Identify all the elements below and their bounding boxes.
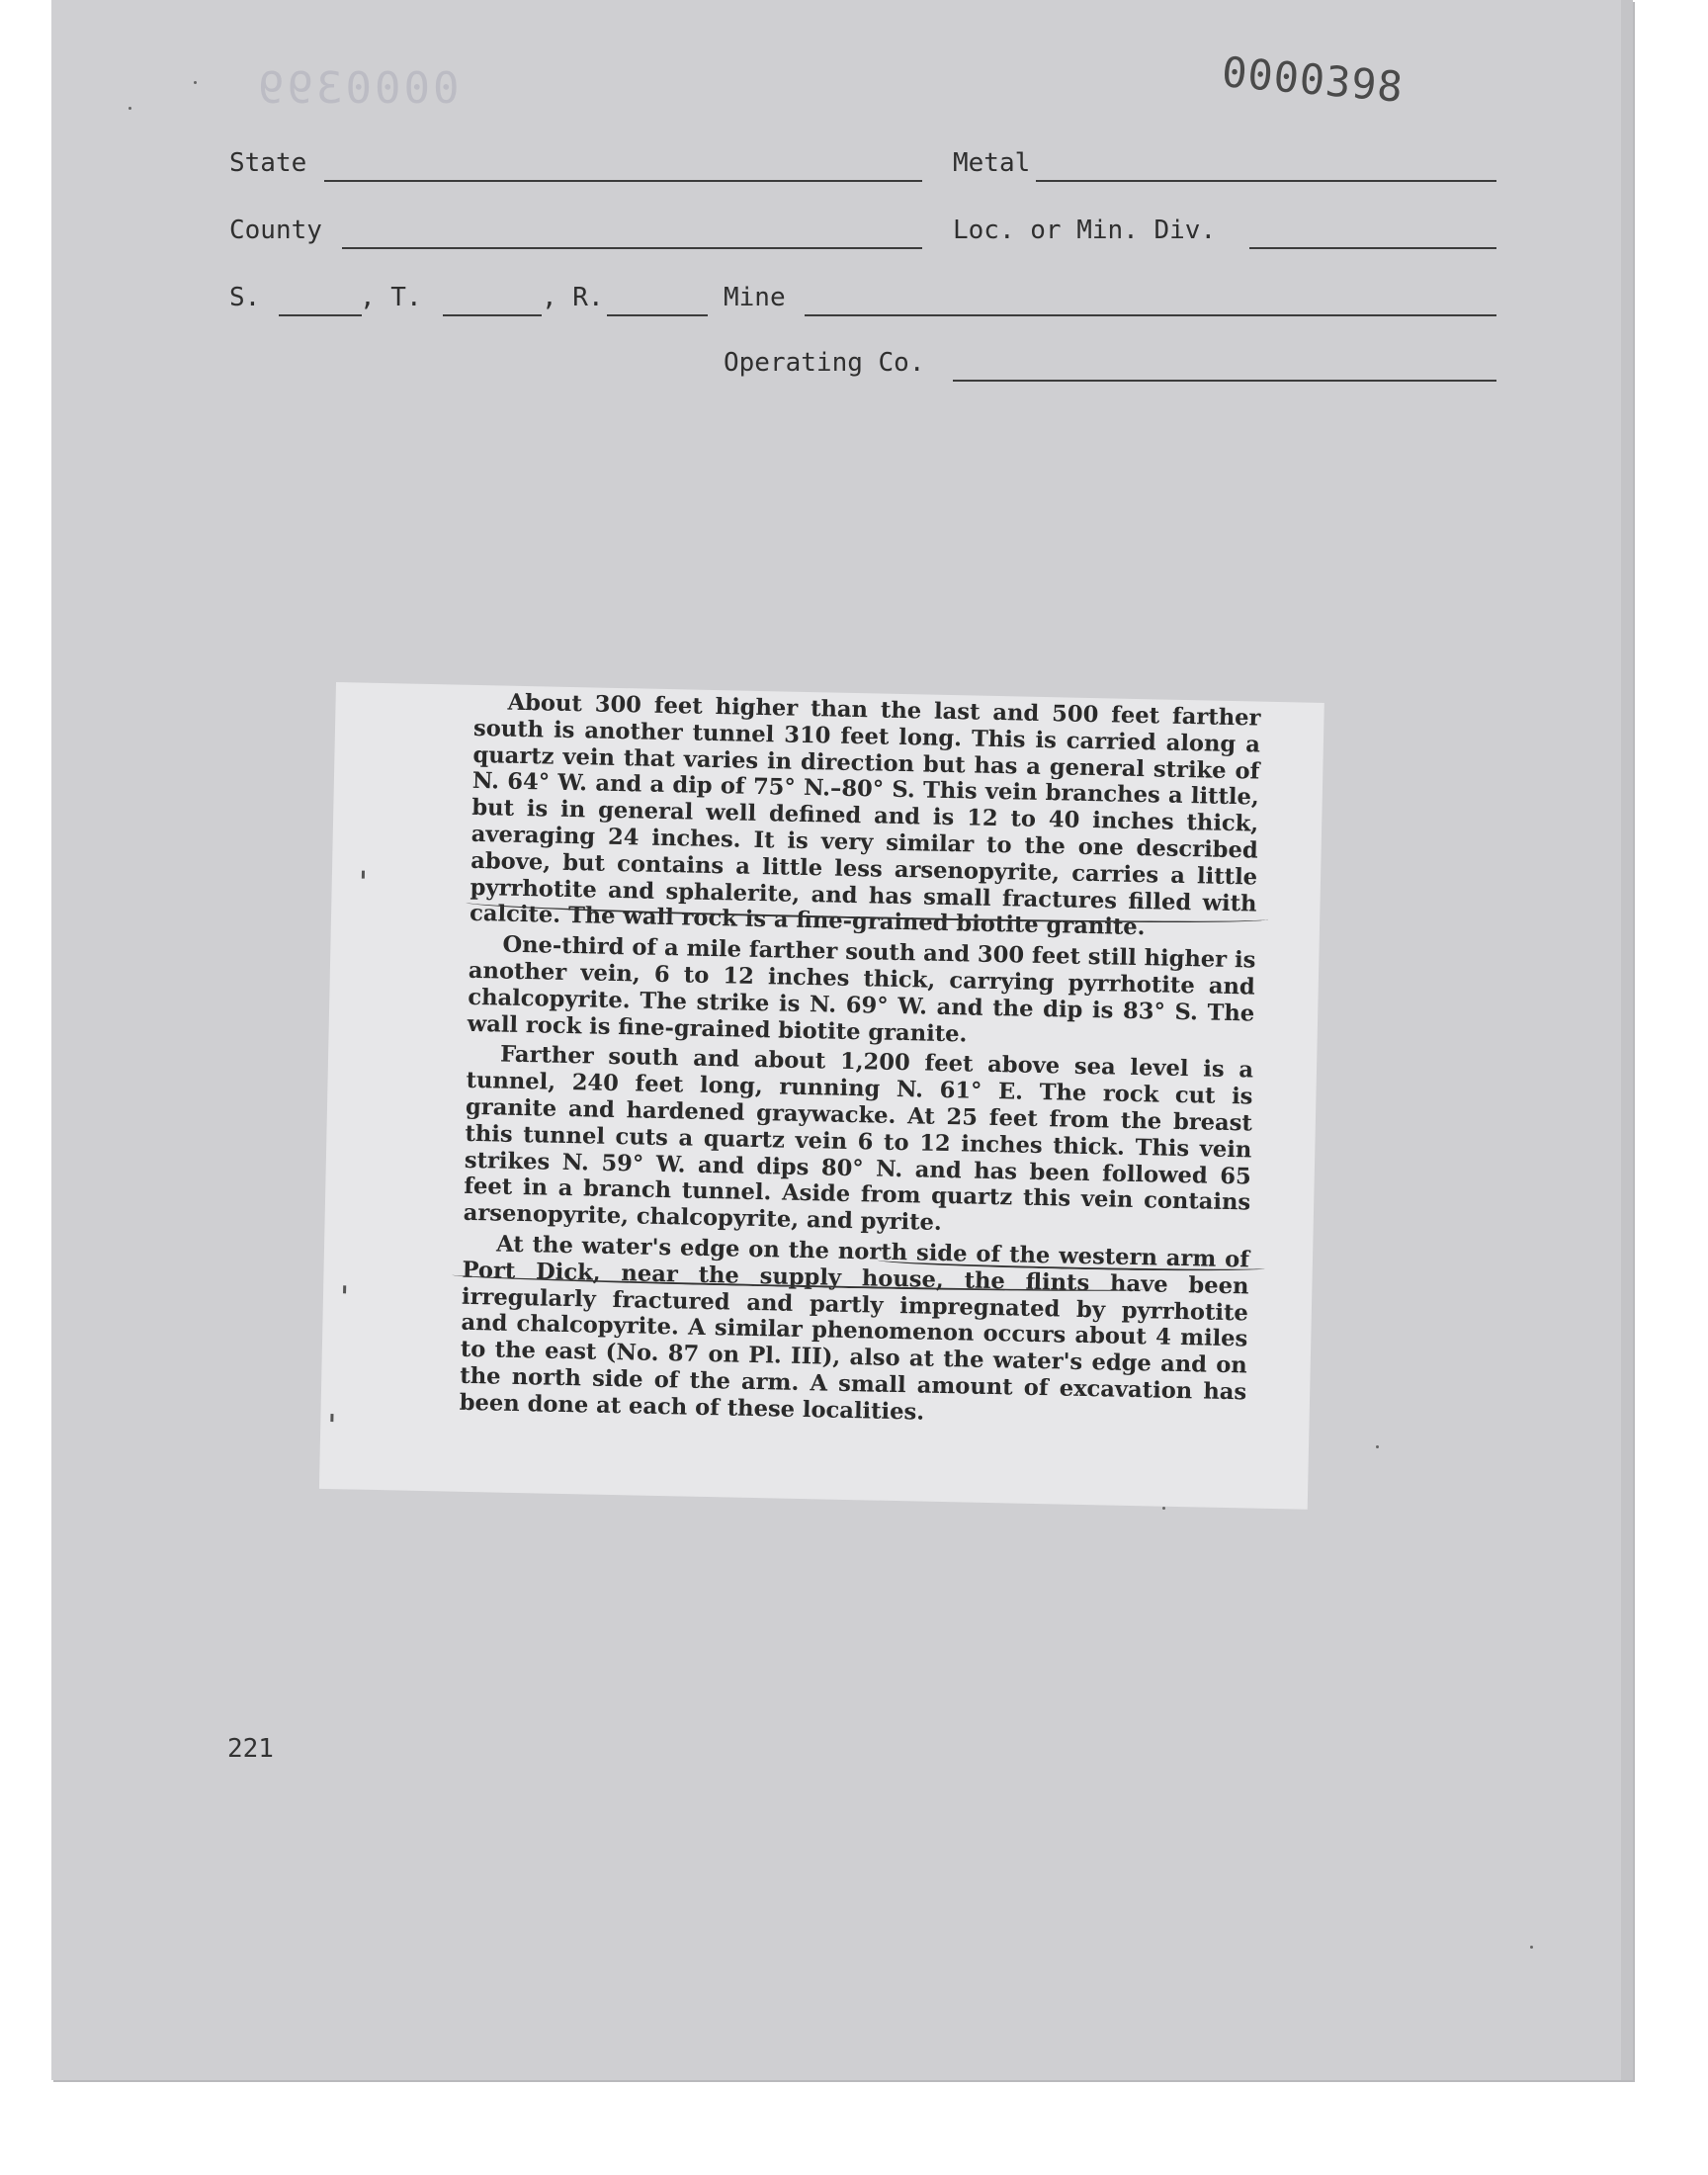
margin-mark — [362, 871, 365, 879]
margin-mark — [343, 1285, 346, 1293]
operating-co-field[interactable] — [953, 380, 1496, 382]
scan-speck — [1530, 1946, 1533, 1949]
scan-speck — [1162, 1507, 1165, 1510]
clipping-paragraph-1: About 300 feet higher than the last and 500 feet farther south is another tunnel 310 feet long. This is carried along a quartz vein that varies in direction but has a general strike of N. 64° W. and a dip of 75° N.–80° S. This vein branches a little, but is in general well defined and is 12 to 40 inches thick, averaging 24 inches. It is very similar to the one described above, but contains a little less arsenopyrite, carries a little pyrrhotite and sphalerite, and has small fractures filled with calcite. The wall rock is a fine-grained biotite granite. — [469, 689, 1261, 941]
metal-field[interactable] — [1036, 180, 1496, 182]
scan-speck — [128, 107, 131, 110]
scan-speck — [1376, 1445, 1379, 1448]
loc-min-div-field[interactable] — [1249, 247, 1496, 249]
state-field[interactable] — [324, 180, 922, 182]
loc-min-div-label: Loc. or Min. Div. — [953, 216, 1217, 245]
clipping-paragraph-4: At the water's edge on the north side of the western arm of Port Dick, near the supply house, the flints have been irregularly fractured and partly impregnated by pyrrhotite and chalcopyrite. A similar phenomenon occurs about 4 miles to the east (No. 87 on Pl. III), also at the water's edge and on the north side of the arm. A small amount of excavation has been done at each of these localities. — [459, 1231, 1250, 1426]
county-label: County — [229, 216, 322, 245]
township-label: , T. — [360, 283, 422, 312]
county-field[interactable] — [342, 247, 922, 249]
margin-mark — [330, 1414, 333, 1422]
operating-co-label: Operating Co. — [724, 348, 925, 378]
clipping-text — [459, 689, 1260, 1436]
pasted-clipping — [319, 682, 1324, 1510]
faint-bleed-through-number: 0000399 — [255, 63, 460, 114]
page-number: 221 — [227, 1734, 274, 1764]
section-field[interactable] — [279, 314, 362, 316]
range-label: , R. — [542, 283, 604, 312]
section-label: S. — [229, 283, 261, 312]
township-field[interactable] — [443, 314, 542, 316]
scan-speck — [194, 81, 197, 84]
mine-label: Mine — [724, 283, 786, 312]
range-field[interactable] — [607, 314, 708, 316]
mine-field[interactable] — [805, 314, 1496, 316]
metal-label: Metal — [953, 148, 1031, 178]
state-label: State — [229, 148, 307, 178]
document-number-stamp: 0000398 — [1220, 47, 1406, 112]
clipping-paragraph-2: One-third of a mile farther south and 300 feet still higher is another vein, 6 to 12 inches thick, carrying pyrrhotite and chalcopyrite. The strike is N. 69° W. and the dip is 83° S. The wall rock is fine-grained biotite granite. — [467, 931, 1256, 1048]
sheet-edge — [1621, 0, 1633, 2080]
clipping-paragraph-3: Farther south and about 1,200 feet above sea level is a tunnel, 240 feet long, running N. 61° E. The rock cut is granite and hardened graywacke. At 25 feet from the breast this tunnel cuts a quartz vein 6 to 12 inches thick. This vein strikes N. 59° W. and dips 80° N. and has been followed 65 feet in a branch tunnel. Aside from quartz this vein contains arsenopyrite, chalcopyrite, and pyrite. — [463, 1041, 1254, 1237]
